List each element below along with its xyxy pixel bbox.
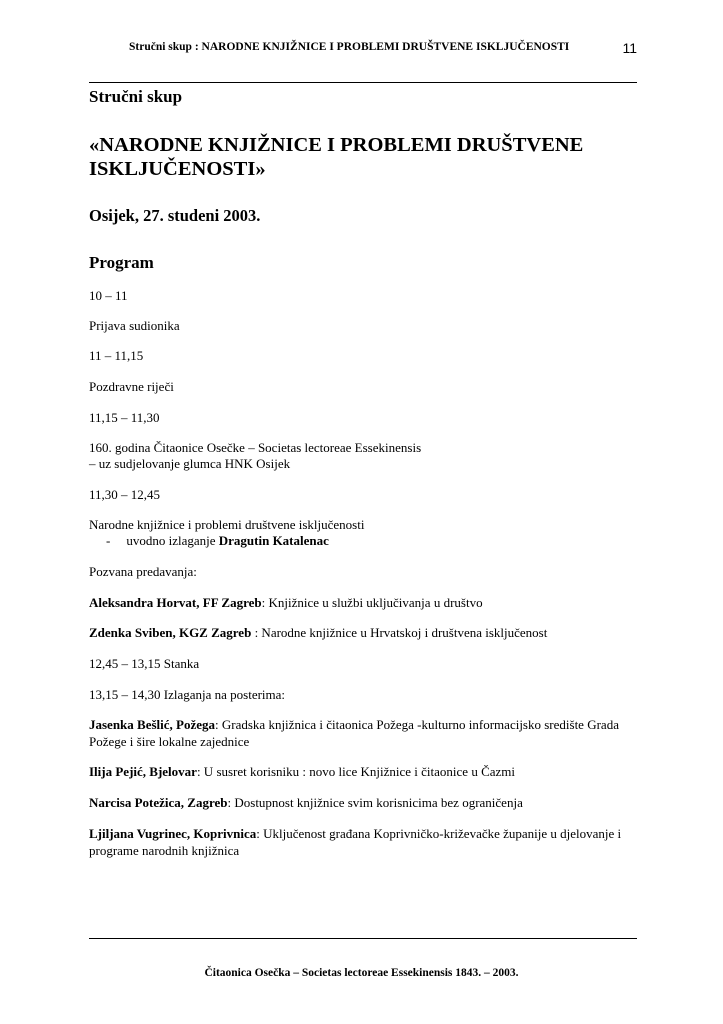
poster-4-title-line-2: programe narodnih knjižnica bbox=[89, 843, 240, 858]
talk-2-title: : Narodne knjižnice u Hrvatskoj i društvena isključenost bbox=[251, 625, 548, 640]
poster-3 bbox=[89, 794, 639, 811]
talk-2 bbox=[89, 624, 639, 641]
time-slot-1: 10 – 11 bbox=[89, 288, 128, 303]
header-divider bbox=[89, 82, 637, 83]
main-title-line-2: ISKLJUČENOSTI» bbox=[89, 158, 266, 180]
bullet-dash: - bbox=[106, 533, 111, 548]
poster-4-author: Ljiljana Vugrinec, Koprivnica bbox=[89, 826, 257, 841]
talk-2-author: Zdenka Sviben, KGZ Zagreb bbox=[89, 625, 252, 640]
break-slot: 12,45 – 13,15 Stanka bbox=[89, 656, 200, 671]
posters-slot: 13,15 – 14,30 Izlaganja na posterima: bbox=[89, 687, 286, 702]
time-slot-2: 11 – 11,15 bbox=[89, 348, 144, 363]
poster-3-title: : Dostupnost knjižnice svim korisnicima bez ograničenja bbox=[227, 795, 523, 810]
bullet-text: uvodno izlaganje bbox=[126, 533, 219, 548]
poster-3-author: Narcisa Potežica, Zagreb bbox=[89, 795, 228, 810]
poster-1-title-line-2: Požege i šire lokalne zajednice bbox=[89, 734, 250, 749]
program-item-2: Pozdravne riječi bbox=[89, 379, 174, 394]
poster-2-title: : U susret korisniku : novo lice Knjižnice i čitaonice u Čazmi bbox=[196, 764, 515, 779]
place-date: Osijek, 27. studeni 2003. bbox=[89, 206, 261, 225]
bullet-speaker: Dragutin Katalenac bbox=[218, 533, 329, 548]
poster-4-title-line-1: : Uključenost građana Koprivničko-križevačke županije u djelovanje i bbox=[256, 826, 622, 841]
poster-1-title-line-1: : Gradska knjižnica i čitaonica Požega -kulturno informacijsko središte Grada bbox=[215, 717, 619, 732]
page-header bbox=[89, 40, 637, 62]
poster-4 bbox=[89, 825, 639, 859]
page-number: 11 bbox=[622, 40, 637, 56]
invited-talks-heading: Pozvana predavanja: bbox=[89, 564, 197, 579]
program-item-3-line-2: – uz sudjelovanje glumca HNK Osijek bbox=[89, 456, 291, 471]
running-header-title: Stručni skup : NARODNE KNJIŽNICE I PROBLEMI DRUŠTVENE ISKLJUČENOSTI bbox=[129, 41, 570, 53]
program-item-4: Narodne knjižnice i problemi društvene isključenosti bbox=[89, 517, 365, 532]
section-label: Stručni skup bbox=[89, 87, 183, 106]
talk-1-title: : Knjižnice u službi uključivanja u društvo bbox=[261, 595, 483, 610]
page-footer: Čitaonica Osečka – Societas lectoreae Essekinensis 1843. – 2003. bbox=[204, 967, 519, 979]
main-title-line-1: «NARODNE KNJIŽNICE I PROBLEMI DRUŠTVENE bbox=[89, 134, 584, 156]
program-heading: Program bbox=[89, 253, 154, 272]
time-slot-4: 11,30 – 12,45 bbox=[89, 487, 161, 502]
poster-2 bbox=[89, 763, 639, 780]
time-slot-3: 11,15 – 11,30 bbox=[89, 410, 160, 425]
bullet-item bbox=[106, 532, 329, 549]
poster-2-author: Ilija Pejić, Bjelovar bbox=[89, 764, 197, 779]
talk-1-author: Aleksandra Horvat, FF Zagreb bbox=[89, 595, 262, 610]
program-item-1: Prijava sudionika bbox=[89, 318, 180, 333]
poster-1-author: Jasenka Bešlić, Požega bbox=[89, 717, 216, 732]
poster-1 bbox=[89, 716, 639, 750]
program-item-3-line-1: 160. godina Čitaonice Osečke – Societas lectoreae Essekinensis bbox=[89, 440, 422, 455]
talk-1 bbox=[89, 594, 639, 611]
main-title bbox=[89, 133, 637, 181]
footer-divider bbox=[89, 938, 637, 939]
